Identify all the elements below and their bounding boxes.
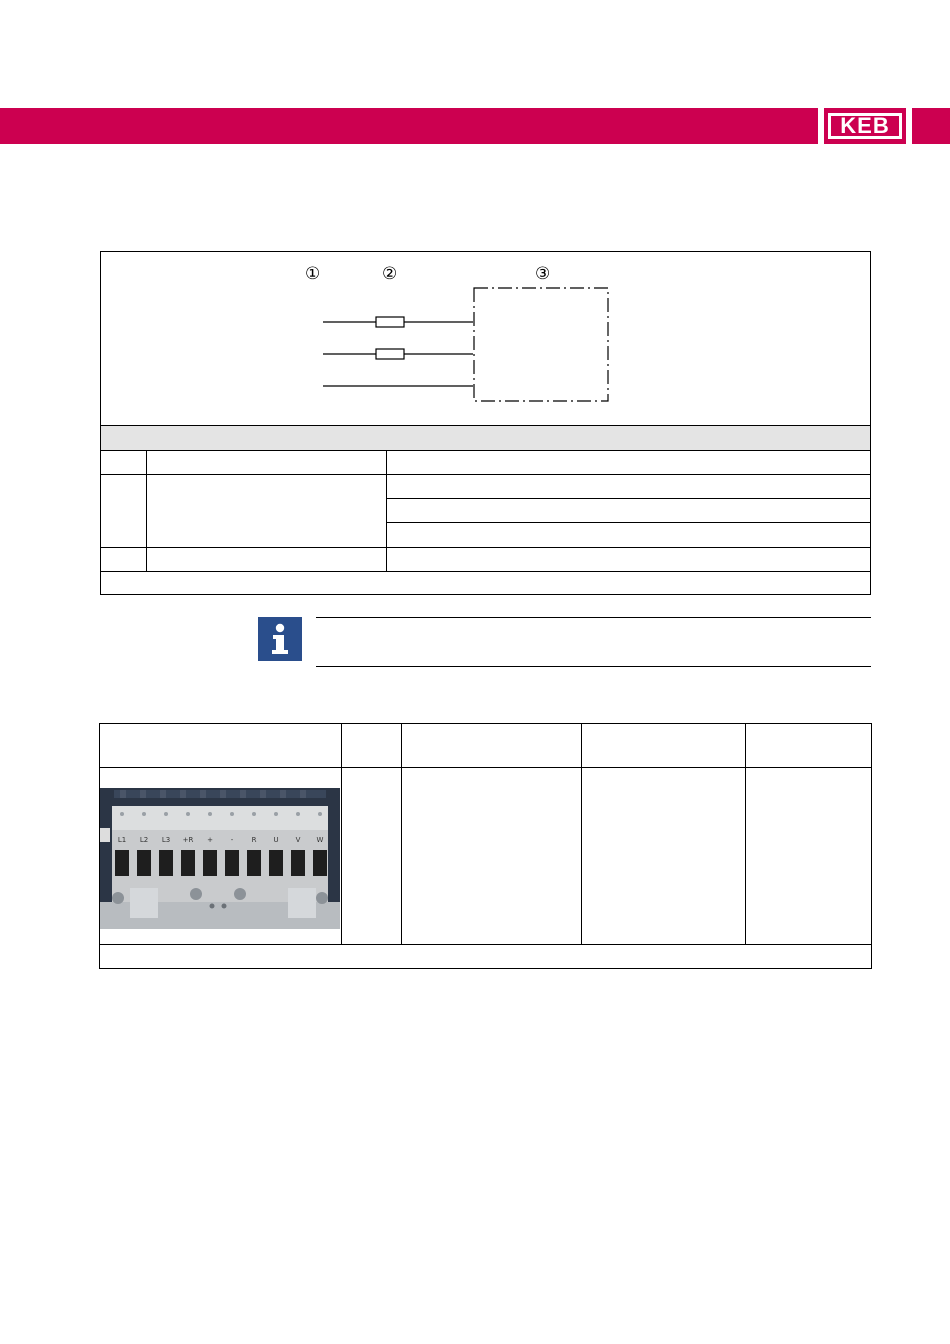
marker-1: ① xyxy=(305,264,321,284)
terminal-label: - xyxy=(230,836,234,844)
table1-row-2b xyxy=(386,498,870,522)
terminal-table xyxy=(99,723,872,969)
table2-col-divider-4 xyxy=(745,724,746,944)
terminal-label: +R xyxy=(182,836,194,844)
note-top-rule xyxy=(316,617,871,618)
keb-logo xyxy=(824,108,906,144)
wiring-diagram xyxy=(101,252,870,425)
table1-header-row xyxy=(101,425,870,450)
table2-col-divider-3 xyxy=(581,724,582,944)
terminal-label: L1 xyxy=(117,836,127,844)
table1-row-2a xyxy=(101,474,870,498)
header-bar-end xyxy=(912,108,950,144)
terminal-block-photo xyxy=(100,788,340,929)
terminal-label: U xyxy=(273,836,279,844)
terminal-label: W xyxy=(316,836,324,844)
terminal-label: + xyxy=(207,836,213,844)
device-box xyxy=(474,288,608,401)
wiring-table xyxy=(100,251,871,595)
table1-row-3 xyxy=(101,547,870,571)
info-icon xyxy=(258,617,302,661)
fuse-2 xyxy=(376,349,404,359)
marker-3: ③ xyxy=(535,264,551,284)
note-bottom-rule xyxy=(316,666,871,667)
table2-header-divider xyxy=(100,767,871,768)
logo-text: KEB xyxy=(828,113,902,139)
table1-col-divider-2 xyxy=(386,450,387,571)
marker-2: ② xyxy=(382,264,398,284)
table2-col-divider-1 xyxy=(341,724,342,944)
header-bar xyxy=(0,108,818,144)
table1-col-divider-1 xyxy=(146,450,147,571)
table2-col-divider-2 xyxy=(401,724,402,944)
table1-footer-row xyxy=(101,571,870,595)
terminal-label: L3 xyxy=(161,836,171,844)
fuse-1 xyxy=(376,317,404,327)
table1-row-2c xyxy=(386,522,870,547)
table1-row-1 xyxy=(101,450,870,474)
terminal-label: R xyxy=(251,836,257,844)
terminal-label: V xyxy=(295,836,301,844)
terminal-label: L2 xyxy=(139,836,149,844)
table2-footer-divider xyxy=(100,944,871,945)
